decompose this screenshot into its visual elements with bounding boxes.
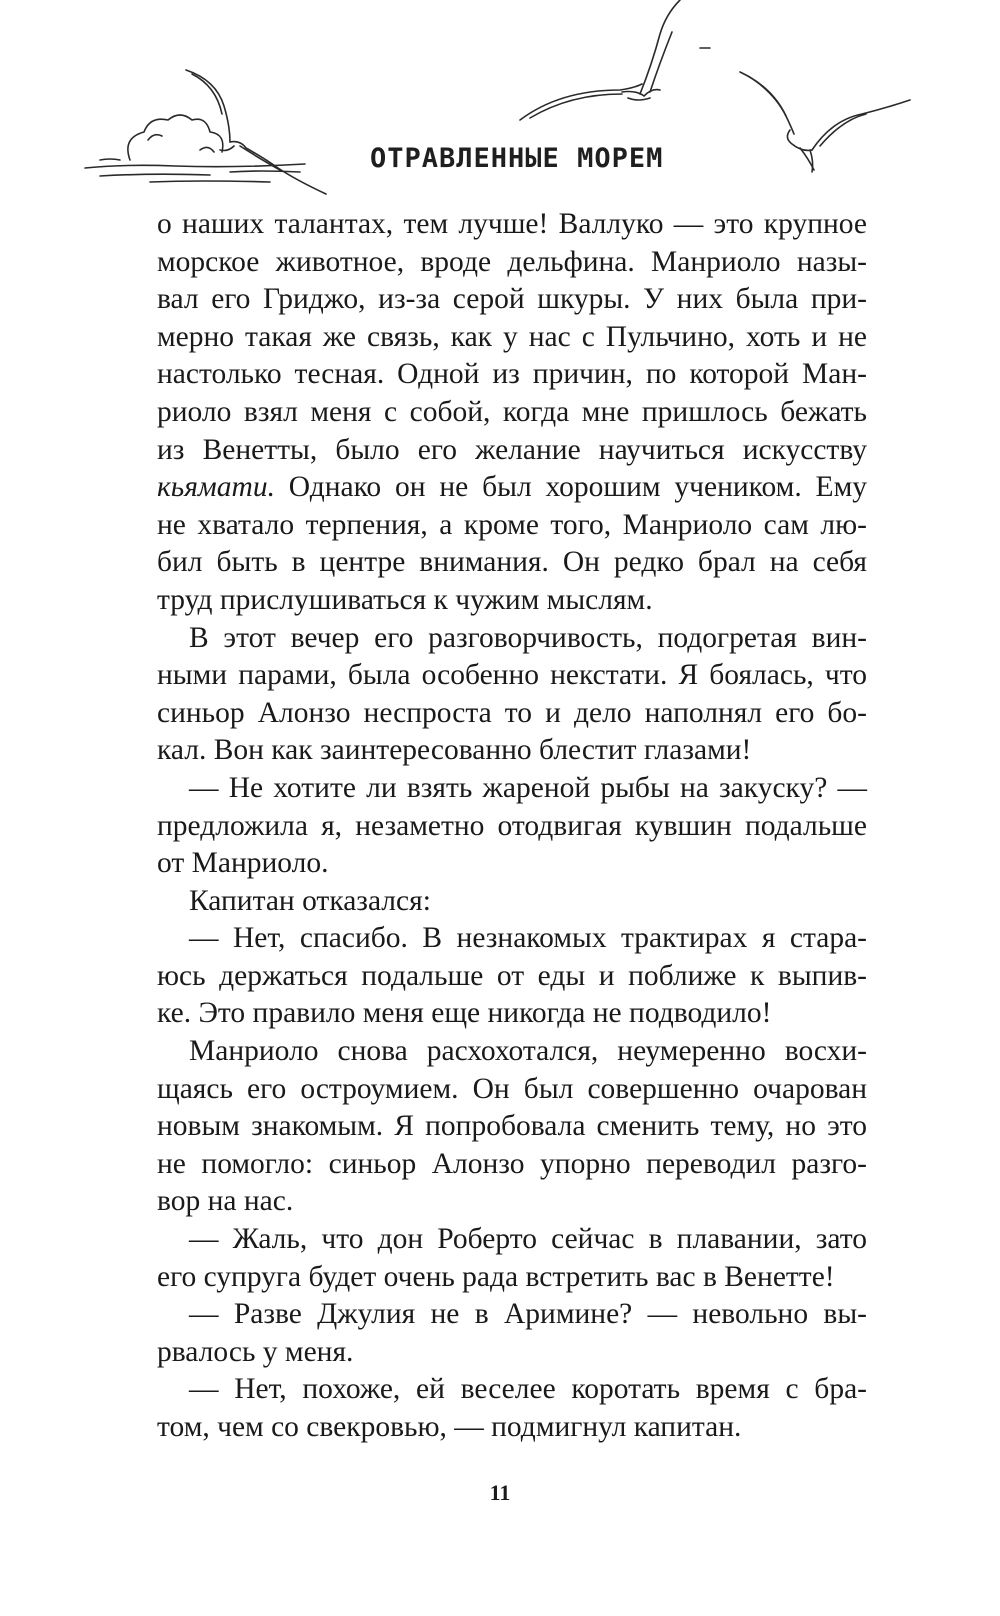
- text-line: бил быть в центре внимания. Он редко брал на себя: [157, 546, 867, 579]
- text-line: мерно такая же связь, как у нас с Пульчино, хоть и не: [157, 320, 867, 353]
- text-line-rest: Однако он не был хорошим учеником. Ему: [274, 471, 867, 504]
- page-header: [0, 0, 1000, 200]
- text-line-with-italic: [157, 469, 867, 507]
- text-line: морское животное, вроде дельфина. Манриоло назы-: [157, 245, 867, 278]
- text-line: — Не хотите ли взять жареной рыбы на закуску? —: [189, 771, 867, 804]
- text-line: Манриоло снова расхохотался, неумеренно восхи-: [189, 1035, 867, 1068]
- text-line: — Нет, похоже, ей веселее коротать время с бра-: [189, 1373, 867, 1406]
- text-line: настолько тесная. Одной из причин, по которой Ман-: [157, 358, 867, 391]
- text-line: том, чем со свекровью, — подмигнул капитан.: [157, 1411, 742, 1443]
- text-line: риоло взял меня с собой, когда мне пришлось бежать: [157, 395, 867, 428]
- text-line: ке. Это правило меня еще никогда не подводило!: [157, 997, 772, 1030]
- text-line: щаясь его остроумием. Он был совершенно очарован: [157, 1072, 867, 1105]
- text-line: от Манриоло.: [157, 847, 329, 880]
- text-line: о наших талантах, тем лучше! Валлуко — это крупное: [157, 208, 867, 240]
- text-line: кал. Вон как заинтересованно блестит глазами!: [157, 734, 752, 767]
- text-line: не хватало терпения, а кроме того, Манриоло сам лю-: [157, 508, 867, 541]
- text-line: из Венетты, было его желание научиться искусству: [157, 433, 867, 466]
- text-line: вал его Гриджо, из-за серой шкуры. У них была при-: [157, 283, 867, 316]
- text-line: синьор Алонзо неспроста то и дело наполнял его бо-: [157, 696, 867, 729]
- text-line: юсь держаться подальше от еды и поближе к выпив-: [157, 959, 867, 992]
- running-title: ОТРАВЛЕННЫЕ МОРЕМ: [370, 143, 664, 174]
- text-line: рвалось у меня.: [157, 1335, 354, 1368]
- body-text: [157, 206, 867, 1447]
- text-line: не помогло: синьор Алонзо упорно переводил разго-: [157, 1147, 867, 1180]
- text-line: — Жаль, что дон Роберто сейчас в плавании, зато: [189, 1223, 867, 1256]
- text-line: Капитан отказался:: [189, 884, 431, 917]
- text-line: предложила я, незаметно отодвигая кувшин подальше: [157, 809, 867, 842]
- page-number: 11: [489, 1480, 511, 1505]
- text-line: ными парами, была особенно некстати. Я боялась, что: [157, 659, 867, 692]
- text-line: — Разве Джулия не в Аримине? — невольно вы-: [189, 1298, 867, 1331]
- text-line: В этот вечер его разговорчивость, подогретая вин-: [189, 621, 867, 654]
- text-line: новым знакомым. Я попробовала сменить тему, но это: [157, 1110, 867, 1143]
- text-line: его супруга будет очень рада встретить вас в Венетте!: [157, 1260, 835, 1293]
- text-line: вор на нас.: [157, 1185, 294, 1218]
- text-line: труд прислушиваться к чужим мыслям.: [157, 583, 653, 616]
- italic-term: кьямати.: [157, 471, 275, 504]
- text-line: — Нет, спасибо. В незнакомых трактирах я стара-: [189, 922, 867, 955]
